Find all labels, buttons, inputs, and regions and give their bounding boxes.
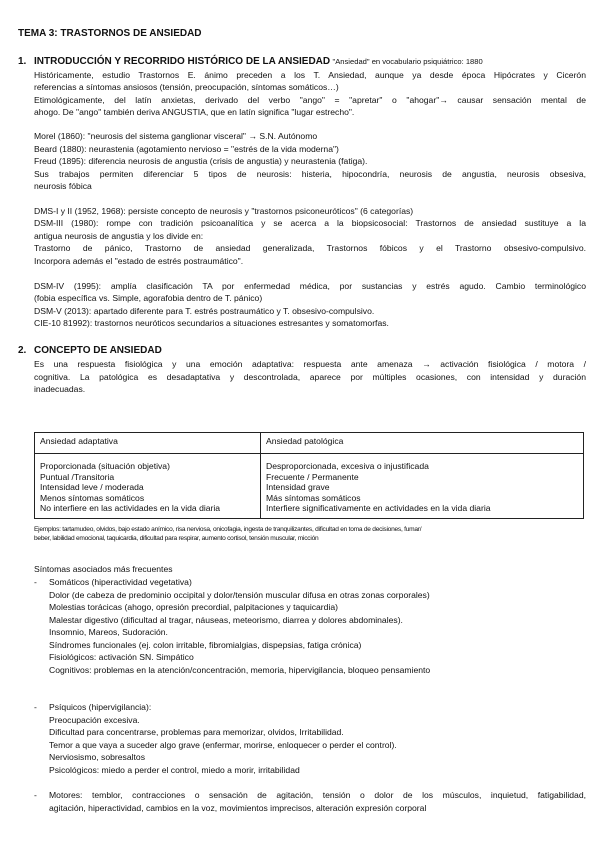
s2-intro-2: inadecuadas. — [34, 384, 86, 394]
comparison-table — [34, 432, 584, 519]
psychic-item: Preocupación excesiva. — [49, 715, 140, 725]
s1-line-15: (fobia específica vs. Simple, agorafobia dentro de T. pánico) — [34, 293, 263, 303]
pathological-item: Interfiere significativamente en actividades en la vida diaria — [266, 503, 491, 513]
somatic-item: Malestar digestivo (dificultad al tragar, náuseas, meteorismo, diarrea y dolores abdominales). — [49, 615, 403, 625]
somatic-item: Dolor (de cabeza de predominio occipital y dolor/tensión muscular difusa en otras zonas corporales) — [49, 590, 430, 600]
dash-bullet: - — [34, 702, 37, 712]
pathological-item: Intensidad grave — [266, 482, 330, 492]
dash-bullet: - — [34, 790, 37, 800]
examples-note — [34, 525, 586, 543]
s1-line-2: Etimológicamente, del latín anxietas, derivado del verbo "ango" = "apretar" o "ahogar"→ causar sensación mental de — [34, 95, 586, 105]
s1-line-16: DSM-V (2013): apartado diferente para T. estrés postraumático y T. obsesivo-compulsivo. — [34, 306, 375, 316]
adaptive-cell — [35, 454, 261, 519]
s1-line-11: antigua neurosis de angustia y los divide en: — [34, 231, 204, 241]
s1-line-9: DMS-I y II (1952, 1968): persiste concepto de neurosis y "trastornos psiconeuróticos" (6 categorías) — [34, 206, 414, 216]
psychic-label: Psíquicos (hipervigilancia): — [49, 702, 152, 712]
s1-line-6: Freud (1895): diferencia neurosis de angustia (crisis de angustia) y neurastenia (fatiga). — [34, 156, 368, 166]
s1-line-13: Incorpora además el "estado de estrés postraumático". — [34, 256, 244, 266]
motor-line: Motores: temblor, contracciones o sensación de agitación, tensión o dolor de los músculos, inquietud, fatigabilidad, — [49, 790, 586, 800]
table-body-row — [35, 454, 584, 519]
psychic-item: Nerviosismo, sobresaltos — [49, 752, 145, 762]
section-2-number: 2. — [18, 345, 27, 356]
pathological-item: Más síntomas somáticos — [266, 492, 361, 503]
pathological-item: Frecuente / Permanente — [266, 471, 359, 482]
adaptive-item: Intensidad leve / moderada — [40, 482, 144, 492]
adaptive-item: No interfiere en las actividades en la vida diaria — [40, 503, 221, 513]
examples-line: beber, labilidad emocional, taquicardia, dificultad para respirar, aumento cortisol, tensión muscular, micción — [34, 535, 319, 542]
s1-line-0: Históricamente, estudio Trastornos E. ánimo preceden a los T. Ansiedad, aunque ya desde época Hipócrates y Cicerón — [34, 70, 586, 80]
section-1-heading: INTRODUCCIÓN Y RECORRIDO HISTÓRICO DE LA ANSIEDAD — [34, 56, 331, 67]
psychic-item: Dificultad para concentrarse, problemas para memorizar, olvidos, Irritabilidad. — [49, 727, 344, 737]
examples-line: Ejemplos: tartamudeo, olvidos, bajo estado anímico, risa nerviosa, onicofagia, ingesta de tranquilizantes, dificultad en toma de decisiones, fumar/ — [34, 526, 422, 533]
s1-line-5: Beard (1880): neurastenia (agotamiento nervioso = "estrés de la vida moderna") — [34, 144, 339, 154]
col-header-pathological: Ansiedad patológica — [261, 433, 584, 454]
somatic-item: Fisiológicos: activación SN. Simpático — [49, 652, 194, 662]
s1-line-14: DSM-IV (1995): amplía clasificación TA por enfermedad médica, por sustancias y estrés agudo. Cambio terminológico — [34, 281, 586, 291]
pathological-item: Desproporcionada, excesiva o injustificada — [266, 461, 429, 471]
page-title: TEMA 3: TRASTORNOS DE ANSIEDAD — [18, 28, 202, 39]
somatic-item: Molestias torácicas (ahogo, opresión precordial, palpitaciones y taquicardia) — [49, 602, 338, 612]
s1-line-10: DSM-III (1980): rompe con tradición psicoanalítica y se acerca a la biopsicosocial: Trastornos de ansiedad sustituye a la — [34, 218, 586, 228]
section-1-number: 1. — [18, 56, 27, 67]
s1-line-3: ahogo. De "ango" también deriva ANGUSTIA, que en latín significa "lugar estrecho". — [34, 107, 355, 117]
section-2-heading: CONCEPTO DE ANSIEDAD — [34, 345, 162, 356]
s1-line-7: Sus trabajos permiten diferenciar 5 tipos de neurosis: histeria, hipocondría, neurosis de angustia, neurosis obsesiva, — [34, 169, 586, 179]
col-header-adaptive: Ansiedad adaptativa — [35, 433, 261, 454]
pathological-cell — [261, 454, 584, 519]
somatic-item: Cognitivos: problemas en la atención/concentración, memoria, hipervigilancia, bloqueo pensamiento — [49, 665, 431, 675]
section-1-heading-row — [34, 56, 483, 67]
adaptive-item: Menos síntomas somáticos — [40, 492, 145, 503]
s1-line-4: Morel (1860): "neurosis del sistema ganglionar visceral" → S.N. Autónomo — [34, 131, 318, 141]
symptoms-title: Síntomas asociados más frecuentes — [34, 564, 173, 574]
s1-line-1: referencias a síntomas ansiosos (tensión, preocupación, síntomas somáticos…) — [34, 82, 339, 92]
s2-intro-1: cognitiva. La patológica es desadaptativa y descontrolada, aparece por múltiples ocasiones, con intensidad y duración — [34, 372, 586, 382]
psychic-item: Temor a que vaya a suceder algo grave (enfermar, morirse, enloquecer o perder el control). — [49, 740, 397, 750]
s1-line-17: CIE-10 81992): trastornos neuróticos secundarios a situaciones estresantes y somatomorfas. — [34, 318, 389, 328]
dash-bullet: - — [34, 577, 37, 587]
s1-line-12: Trastorno de pánico, Trastorno de ansiedad generalizada, Trastornos fóbicos y el Trastorno obsesivo-compulsivo. — [34, 243, 586, 253]
adaptive-item: Proporcionada (situación objetiva) — [40, 461, 170, 471]
s2-intro-0: Es una respuesta fisiológica y una emoción adaptativa: respuesta ante amenaza → activación fisiológica / motora / — [34, 359, 586, 369]
s1-line-8: neurosis fóbica — [34, 181, 92, 191]
section-1-heading-note: "Ansiedad" en vocabulario psiquiátrico: 1880 — [332, 57, 483, 66]
somatic-item: Insomnio, Mareos, Sudoración. — [49, 627, 168, 637]
table-header-row — [35, 433, 584, 454]
somatic-label: Somáticos (hiperactividad vegetativa) — [49, 577, 192, 587]
psychic-item: Psicológicos: miedo a perder el control, miedo a morir, irritabilidad — [49, 765, 300, 775]
somatic-item: Síndromes funcionales (ej. colon irritable, fibromialgias, dispepsias, fatiga crónica) — [49, 640, 362, 650]
adaptive-item: Puntual /Transitoria — [40, 471, 115, 482]
motor-line: agitación, hiperactividad, cambios en la voz, movimientos imprecisos, alteración expresión corporal — [49, 803, 427, 813]
